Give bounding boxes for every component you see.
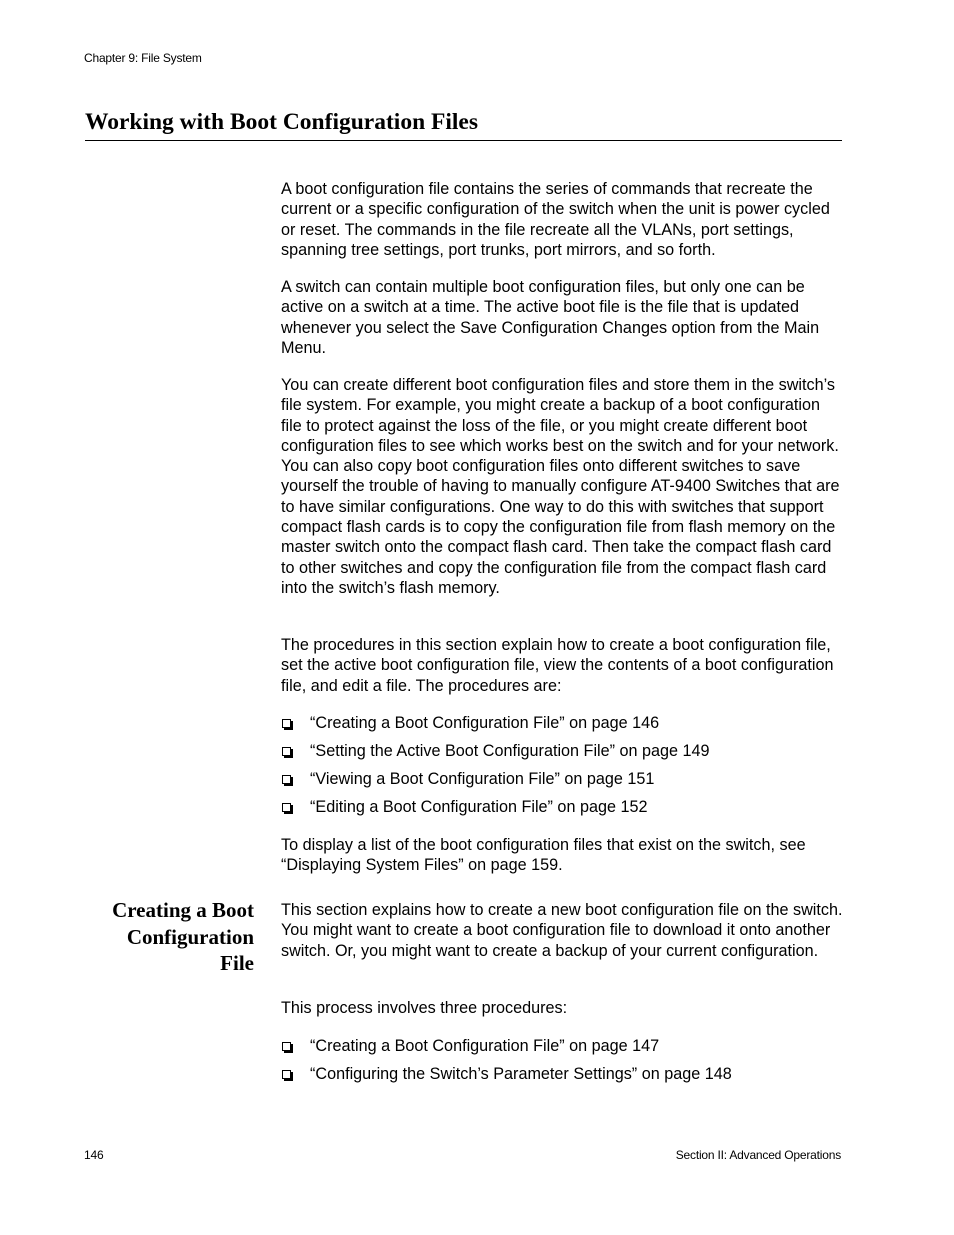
procedure-link[interactable]: “Creating a Boot Configuration File” on page 147	[310, 1037, 660, 1055]
intro-paragraph-2: A switch can contain multiple boot configuration files, but only one can be active on a switch at a time. The active boot file is the file that is updated whenever you select the Save Configuration Changes option from the Main Menu.	[281, 278, 820, 357]
section-heading	[84, 897, 254, 977]
section-heading-line: Creating a Boot	[112, 898, 254, 922]
footer-section-name: Section II: Advanced Operations	[675, 1148, 841, 1162]
checkbox-bullet-icon	[282, 719, 291, 728]
checkbox-bullet-icon	[282, 1070, 291, 1079]
title-rule	[85, 140, 842, 141]
section-paragraph-1: This section explains how to create a new boot configuration file on the switch. You might want to create a boot configuration file to download it onto another switch. Or, you might want to create a backup of your current configuration.	[281, 901, 843, 960]
procedure-link[interactable]: “Creating a Boot Configuration File” on page 146	[310, 714, 660, 732]
section-heading-line: Configuration	[126, 924, 254, 949]
procedure-link[interactable]: “Configuring the Switch’s Parameter Settings” on page 148	[310, 1065, 732, 1083]
procedure-link[interactable]: “Editing a Boot Configuration File” on page 152	[310, 798, 648, 816]
list-item[interactable]	[281, 713, 843, 741]
list-item[interactable]	[281, 797, 843, 825]
running-header-chapter: Chapter 9: File System	[84, 51, 202, 65]
section-procedure-list	[281, 1036, 843, 1092]
page-title: Working with Boot Configuration Files	[85, 109, 479, 135]
intro-paragraph-4: The procedures in this section explain how to create a boot configuration file, set the active boot configuration file, view the contents of a boot configuration file, and edit a file. The procedures are:	[281, 636, 834, 695]
list-item[interactable]	[281, 769, 843, 797]
footer-page-number: 146	[84, 1148, 104, 1162]
list-item[interactable]	[281, 741, 843, 769]
checkbox-bullet-icon	[282, 1042, 291, 1051]
checkbox-bullet-icon	[282, 775, 291, 784]
checkbox-bullet-icon	[282, 747, 291, 756]
procedure-link[interactable]: “Setting the Active Boot Configuration File” on page 149	[310, 742, 710, 760]
intro-closing-paragraph: To display a list of the boot configuration files that exist on the switch, see “Displaying System Files” on page 159.	[281, 836, 806, 875]
list-item[interactable]	[281, 1064, 843, 1092]
intro-paragraph-3: You can create different boot configuration files and store them in the switch’s file system. For example, you might create a backup of a boot configuration file to protect against the loss of the file, or you might create different boot configuration files to see which works best on the switch and for your network. You can also copy boot configuration files onto different switches to save yourself the trouble of having to manually configure AT-9400 Switches that are to have similar configurations. One way to do this with switches that support compact flash cards is to copy the configuration file from flash memory on the master switch onto the compact flash card. Then take the compact flash card to other switches and copy the configuration file from the compact flash card into the switch’s flash memory.	[281, 376, 840, 597]
intro-paragraph-1: A boot configuration file contains the series of commands that recreate the current or a specific configuration of the switch when the unit is power cycled or reset. The commands in the file recreate all the VLANs, port settings, spanning tree settings, port trunks, port mirrors, and so forth.	[281, 180, 830, 259]
section-paragraph-2: This process involves three procedures:	[281, 999, 568, 1017]
section-heading-line: File	[220, 951, 254, 975]
list-item[interactable]	[281, 1036, 843, 1064]
procedure-list	[281, 713, 843, 825]
procedure-link[interactable]: “Viewing a Boot Configuration File” on page 151	[310, 770, 655, 788]
checkbox-bullet-icon	[282, 803, 291, 812]
